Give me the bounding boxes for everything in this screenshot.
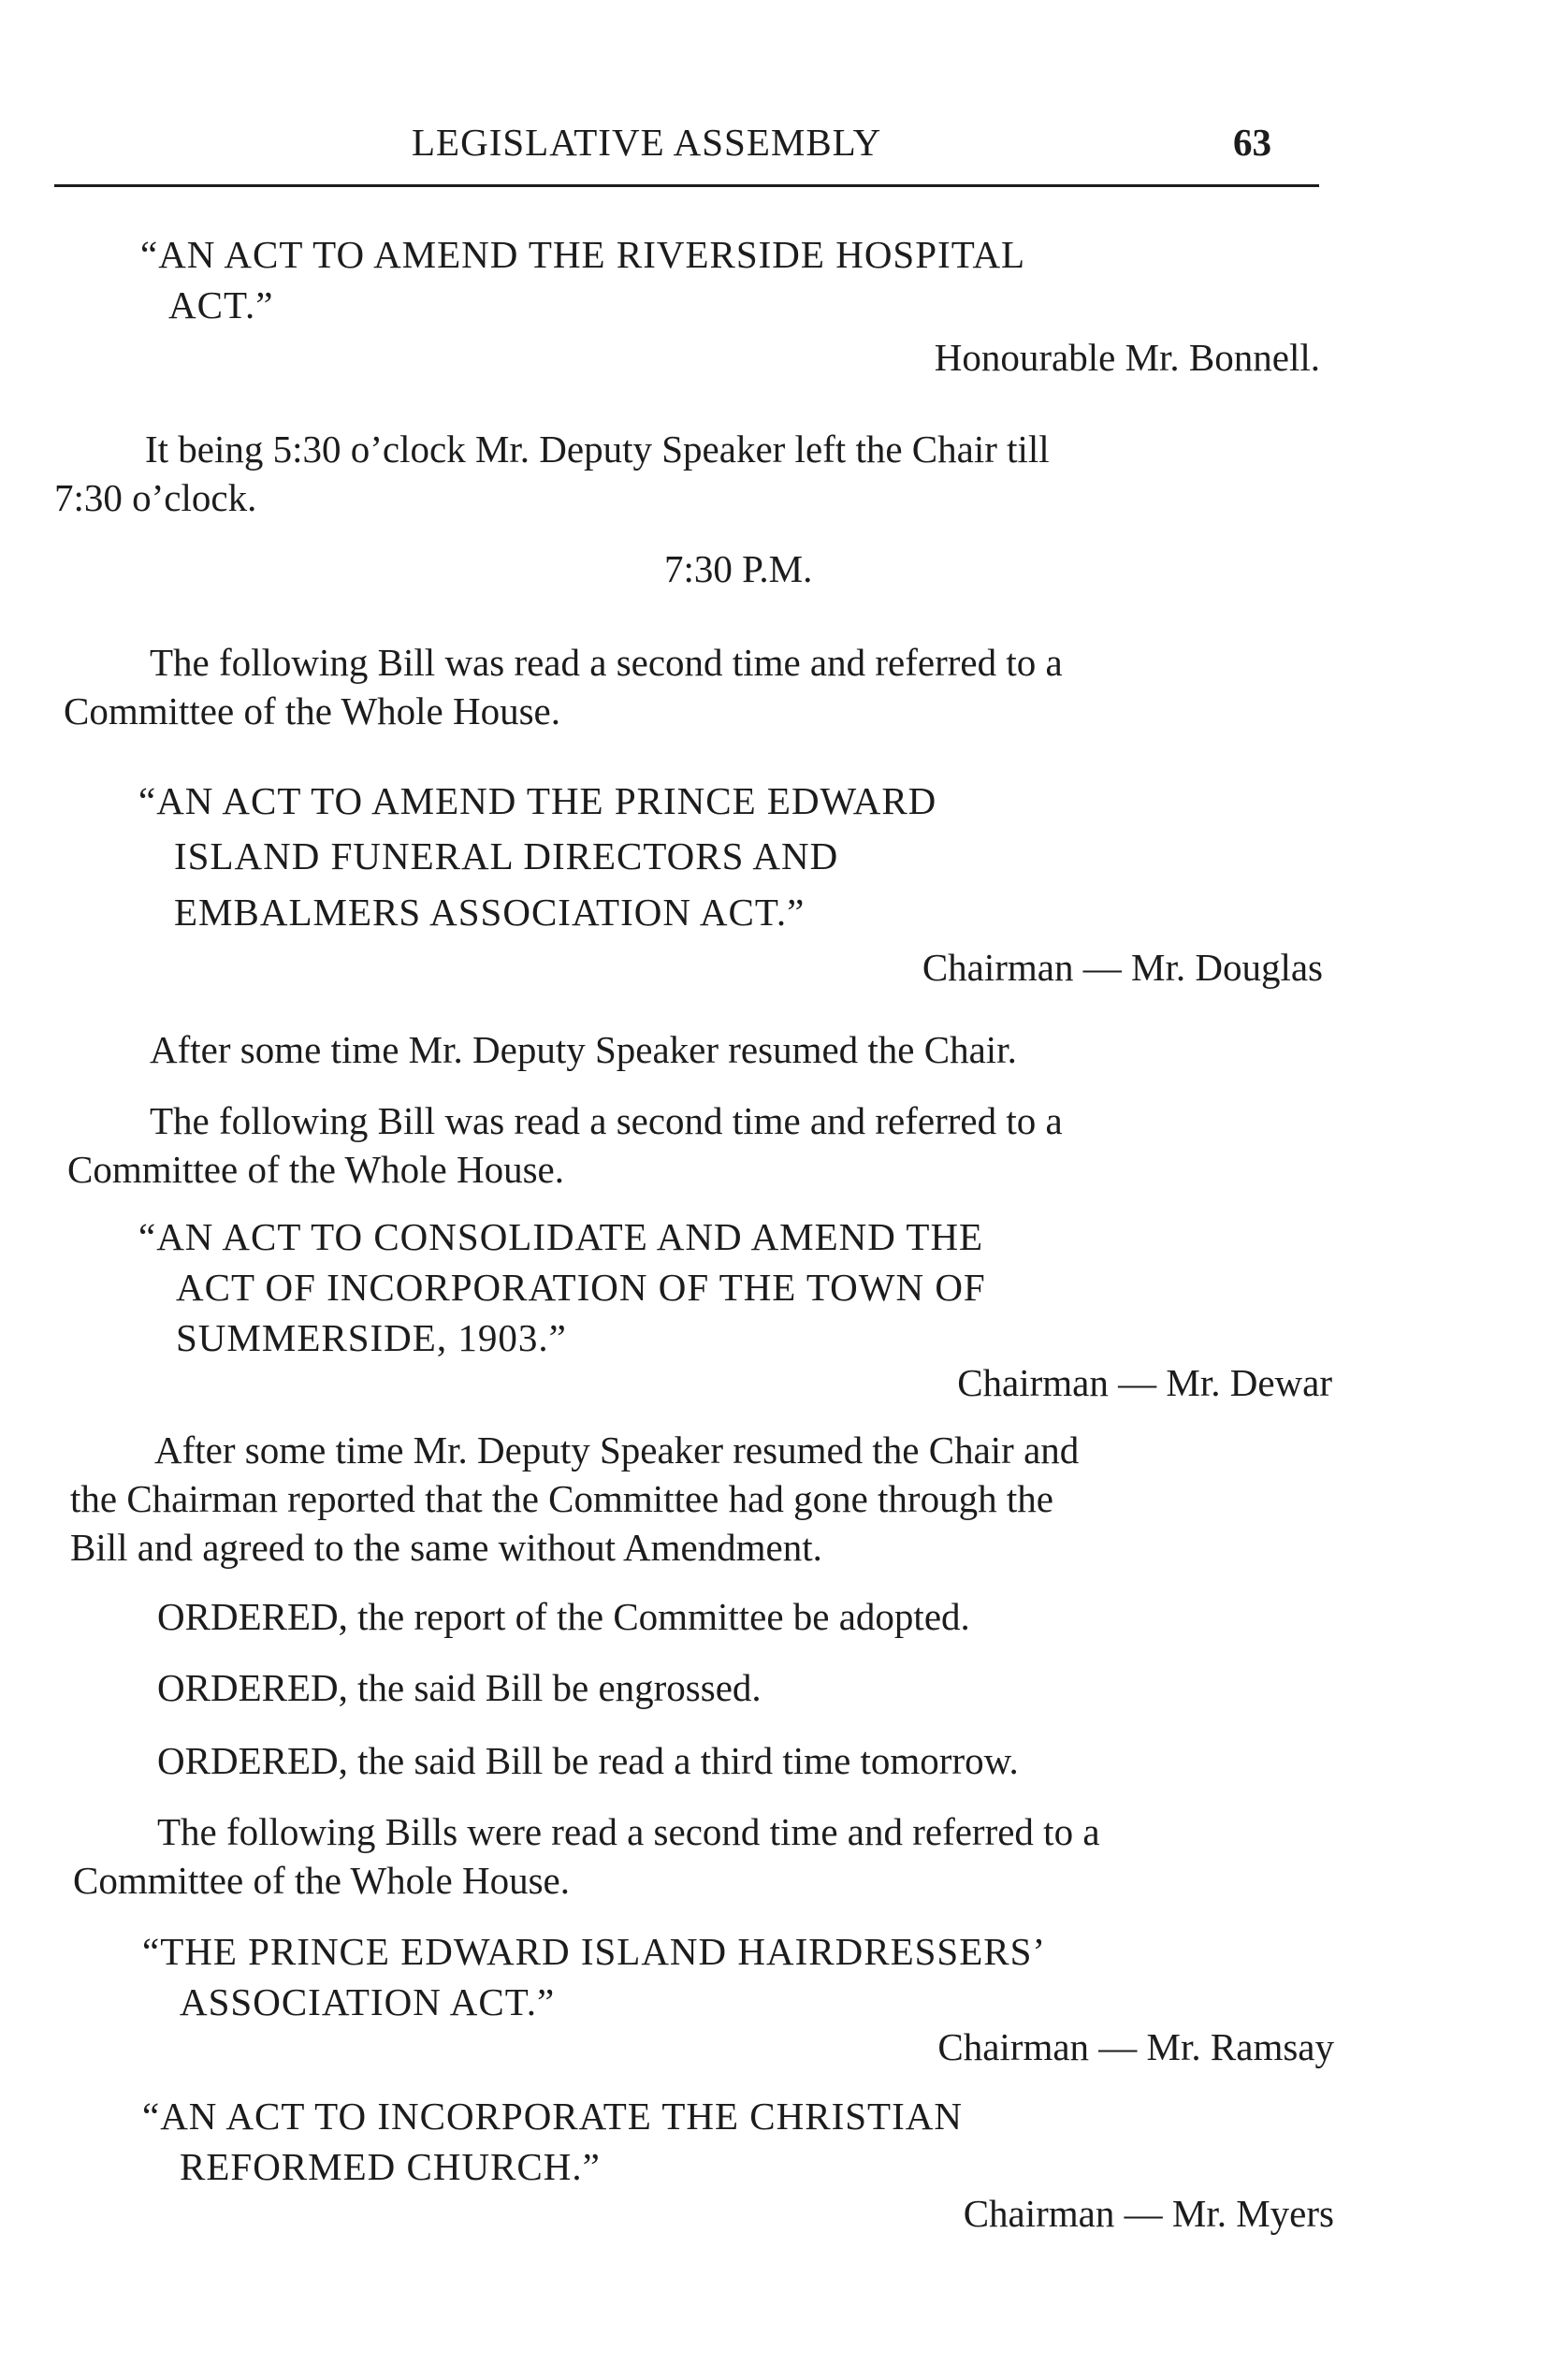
bill-mover: Honourable Mr. Bonnell. (934, 336, 1320, 379)
paragraph-line: the Chairman reported that the Committee had gone through the (70, 1477, 1053, 1520)
bill-chairman: Chairman — Mr. Ramsay (937, 2025, 1334, 2068)
paragraph-line: The following Bill was read a second time and referred to a (150, 641, 1063, 684)
page-number: 63 (1233, 121, 1271, 164)
paragraph-line: After some time Mr. Deputy Speaker resumed the Chair. (150, 1028, 1017, 1071)
bill-title-line: ASSOCIATION ACT.” (180, 1980, 556, 2023)
bill-title-line: “AN ACT TO INCORPORATE THE CHRISTIAN (142, 2095, 963, 2138)
ordered-line: ORDERED, the report of the Committee be adopted. (157, 1595, 970, 1638)
bill-title-line: ACT OF INCORPORATION OF THE TOWN OF (176, 1266, 986, 1309)
ordered-line: ORDERED, the said Bill be read a third time tomorrow. (157, 1739, 1019, 1782)
running-header-title: LEGISLATIVE ASSEMBLY (412, 121, 882, 164)
bill-chairman: Chairman — Mr. Dewar (957, 1361, 1332, 1404)
paragraph-line: 7:30 o’clock. (54, 476, 257, 519)
paragraph-line: It being 5:30 o’clock Mr. Deputy Speaker left the Chair till (145, 428, 1050, 471)
bill-chairman: Chairman — Mr. Douglas (922, 946, 1323, 989)
paragraph-line: Committee of the Whole House. (67, 1148, 564, 1191)
bill-title-line: “AN ACT TO AMEND THE PRINCE EDWARD (138, 779, 937, 822)
header-rule (54, 184, 1319, 187)
paragraph-line: The following Bill was read a second time and referred to a (150, 1099, 1063, 1142)
paragraph-line: The following Bills were read a second time and referred to a (157, 1810, 1100, 1853)
sitting-time: 7:30 P.M. (664, 547, 813, 590)
paragraph-line: Committee of the Whole House. (64, 689, 560, 732)
bill-title-line: ISLAND FUNERAL DIRECTORS AND (174, 834, 839, 877)
ordered-line: ORDERED, the said Bill be engrossed. (157, 1666, 762, 1709)
bill-title-line: “AN ACT TO AMEND THE RIVERSIDE HOSPITAL (140, 233, 1026, 276)
bill-title-line: EMBALMERS ASSOCIATION ACT.” (174, 891, 806, 934)
bill-title-line: ACT.” (168, 283, 274, 326)
bill-title-line: SUMMERSIDE, 1903.” (176, 1316, 567, 1359)
bill-title-line: “AN ACT TO CONSOLIDATE AND AMEND THE (138, 1215, 984, 1258)
bill-chairman: Chairman — Mr. Myers (963, 2192, 1334, 2235)
paragraph-line: Committee of the Whole House. (73, 1859, 570, 1902)
bill-title-line: REFORMED CHURCH.” (180, 2145, 601, 2188)
paragraph-line: After some time Mr. Deputy Speaker resumed the Chair and (154, 1428, 1080, 1472)
paragraph-line: Bill and agreed to the same without Amendment. (70, 1526, 822, 1569)
bill-title-line: “THE PRINCE EDWARD ISLAND HAIRDRESSERS’ (142, 1930, 1047, 1973)
